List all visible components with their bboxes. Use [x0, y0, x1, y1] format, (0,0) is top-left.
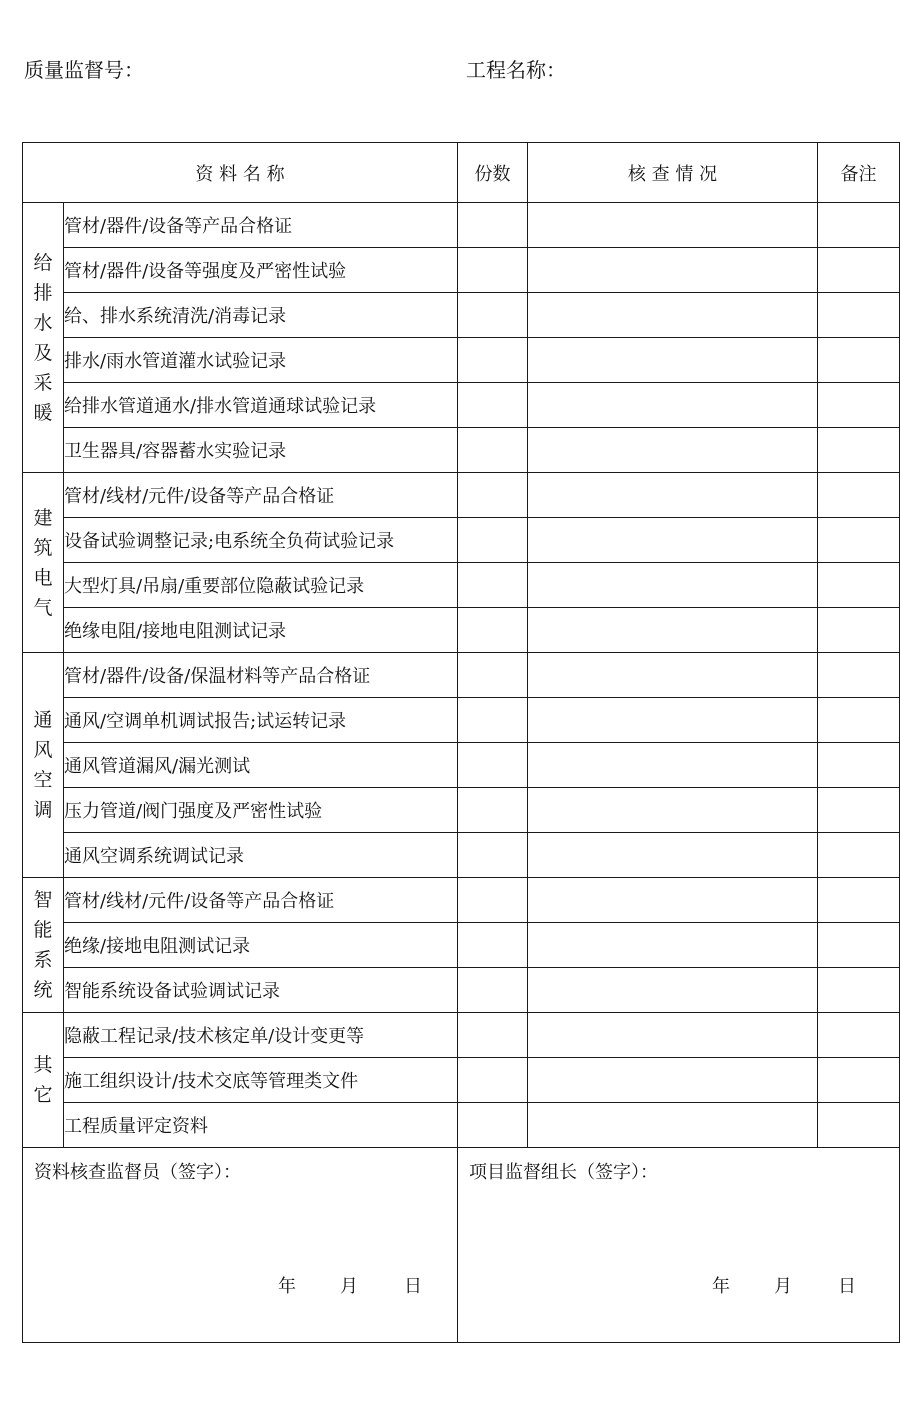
table-row — [23, 1013, 900, 1058]
category-cell — [23, 653, 64, 878]
column-header-copies: 份数 — [458, 143, 528, 203]
remarks-cell[interactable] — [818, 248, 900, 293]
remarks-cell[interactable] — [818, 563, 900, 608]
copies-cell[interactable] — [458, 968, 528, 1013]
copies-cell[interactable] — [458, 653, 528, 698]
material-name-cell: 管材/线材/元件/设备等产品合格证 — [64, 878, 458, 923]
reviewer-signature-label: 资料核查监督员（签字）： — [34, 1162, 241, 1183]
review-status-cell[interactable] — [528, 788, 818, 833]
copies-cell[interactable] — [458, 248, 528, 293]
table-row — [23, 248, 900, 293]
remarks-cell[interactable] — [818, 1058, 900, 1103]
review-status-cell[interactable] — [528, 248, 818, 293]
supervision-number-label: 质量监督号： — [24, 58, 144, 82]
table-row — [23, 293, 900, 338]
remarks-cell[interactable] — [818, 518, 900, 563]
table-row — [23, 653, 900, 698]
category-label: 其它 — [33, 1054, 53, 1106]
copies-cell[interactable] — [458, 293, 528, 338]
table-header-row — [23, 143, 900, 203]
copies-cell[interactable] — [458, 383, 528, 428]
table-row — [23, 428, 900, 473]
column-header-material-name: 资 料 名 称 — [23, 143, 458, 203]
remarks-cell[interactable] — [818, 293, 900, 338]
table-row — [23, 833, 900, 878]
reviewer-date-day: 日 — [404, 1276, 422, 1297]
copies-cell[interactable] — [458, 1103, 528, 1148]
material-name-cell: 管材/器件/设备等强度及严密性试验 — [64, 248, 458, 293]
table-row — [23, 473, 900, 518]
category-cell — [23, 1013, 64, 1148]
material-name-cell: 管材/线材/元件/设备等产品合格证 — [64, 473, 458, 518]
review-status-cell[interactable] — [528, 1013, 818, 1058]
copies-cell[interactable] — [458, 1058, 528, 1103]
copies-cell[interactable] — [458, 338, 528, 383]
review-status-cell[interactable] — [528, 698, 818, 743]
remarks-cell[interactable] — [818, 833, 900, 878]
review-status-cell[interactable] — [528, 1103, 818, 1148]
remarks-cell[interactable] — [818, 698, 900, 743]
category-label: 智能系统 — [33, 889, 53, 1001]
material-name-cell: 绝缘/接地电阻测试记录 — [64, 923, 458, 968]
table-row — [23, 1058, 900, 1103]
remarks-cell[interactable] — [818, 878, 900, 923]
leader-signature-cell[interactable] — [458, 1148, 900, 1343]
table-row — [23, 608, 900, 653]
table-row — [23, 1103, 900, 1148]
review-status-cell[interactable] — [528, 473, 818, 518]
material-name-cell: 绝缘电阻/接地电阻测试记录 — [64, 608, 458, 653]
category-cell — [23, 878, 64, 1013]
material-name-cell: 通风/空调单机调试报告;试运转记录 — [64, 698, 458, 743]
project-name-label: 工程名称： — [466, 58, 566, 82]
copies-cell[interactable] — [458, 473, 528, 518]
review-status-cell[interactable] — [528, 608, 818, 653]
material-name-cell: 设备试验调整记录;电系统全负荷试验记录 — [64, 518, 458, 563]
leader-date-month: 月 — [774, 1276, 793, 1297]
review-status-cell[interactable] — [528, 653, 818, 698]
remarks-cell[interactable] — [818, 608, 900, 653]
leader-date-day: 日 — [838, 1276, 857, 1297]
remarks-cell[interactable] — [818, 788, 900, 833]
remarks-cell[interactable] — [818, 653, 900, 698]
review-status-cell[interactable] — [528, 383, 818, 428]
copies-cell[interactable] — [458, 608, 528, 653]
remarks-cell[interactable] — [818, 743, 900, 788]
reviewer-date-year: 年 — [278, 1276, 296, 1297]
reviewer-date — [278, 1272, 422, 1298]
signature-row — [23, 1148, 900, 1343]
table-row — [23, 788, 900, 833]
table-row — [23, 923, 900, 968]
table-row — [23, 338, 900, 383]
material-name-cell: 卫生器具/容器蓄水实验记录 — [64, 428, 458, 473]
material-name-cell: 大型灯具/吊扇/重要部位隐蔽试验记录 — [64, 563, 458, 608]
material-name-cell: 工程质量评定资料 — [64, 1103, 458, 1148]
material-name-cell: 隐蔽工程记录/技术核定单/设计变更等 — [64, 1013, 458, 1058]
material-name-cell: 给、排水系统清洗/消毒记录 — [64, 293, 458, 338]
remarks-cell[interactable] — [818, 203, 900, 248]
table-row — [23, 563, 900, 608]
review-status-cell[interactable] — [528, 563, 818, 608]
remarks-cell[interactable] — [818, 473, 900, 518]
review-status-cell[interactable] — [528, 338, 818, 383]
review-status-cell[interactable] — [528, 428, 818, 473]
review-status-cell[interactable] — [528, 293, 818, 338]
copies-cell[interactable] — [458, 518, 528, 563]
category-label: 建筑电气 — [33, 506, 53, 619]
column-header-review-status: 核 查 情 况 — [528, 143, 818, 203]
material-review-table — [22, 142, 900, 1343]
material-name-cell: 排水/雨水管道灌水试验记录 — [64, 338, 458, 383]
table-row — [23, 743, 900, 788]
remarks-cell[interactable] — [818, 1013, 900, 1058]
review-status-cell[interactable] — [528, 968, 818, 1013]
category-label: 通风空调 — [33, 709, 53, 821]
material-name-cell: 管材/器件/设备等产品合格证 — [64, 203, 458, 248]
remarks-cell[interactable] — [818, 968, 900, 1013]
table-row — [23, 698, 900, 743]
table-row — [23, 878, 900, 923]
copies-cell[interactable] — [458, 833, 528, 878]
copies-cell[interactable] — [458, 428, 528, 473]
material-name-cell: 管材/器件/设备/保温材料等产品合格证 — [64, 653, 458, 698]
material-name-cell: 压力管道/阀门强度及严密性试验 — [64, 788, 458, 833]
copies-cell[interactable] — [458, 923, 528, 968]
copies-cell[interactable] — [458, 203, 528, 248]
reviewer-signature-cell[interactable] — [23, 1148, 458, 1343]
column-header-remarks: 备注 — [818, 143, 900, 203]
review-status-cell[interactable] — [528, 878, 818, 923]
copies-cell[interactable] — [458, 743, 528, 788]
review-status-cell[interactable] — [528, 833, 818, 878]
copies-cell[interactable] — [458, 788, 528, 833]
remarks-cell[interactable] — [818, 428, 900, 473]
material-name-cell: 通风空调系统调试记录 — [64, 833, 458, 878]
review-status-cell[interactable] — [528, 923, 818, 968]
copies-cell[interactable] — [458, 698, 528, 743]
category-cell — [23, 203, 64, 473]
reviewer-date-month: 月 — [340, 1276, 358, 1297]
leader-date — [712, 1272, 856, 1298]
leader-date-year: 年 — [712, 1276, 731, 1297]
review-status-cell[interactable] — [528, 203, 818, 248]
review-status-cell[interactable] — [528, 1058, 818, 1103]
leader-signature-label: 项目监督组长（签字）： — [469, 1162, 659, 1183]
copies-cell[interactable] — [458, 1013, 528, 1058]
review-status-cell[interactable] — [528, 743, 818, 788]
table-row — [23, 203, 900, 248]
table-row — [23, 968, 900, 1013]
category-label: 给排水及采暖 — [33, 251, 53, 424]
copies-cell[interactable] — [458, 878, 528, 923]
table-row — [23, 383, 900, 428]
remarks-cell[interactable] — [818, 1103, 900, 1148]
remarks-cell[interactable] — [818, 383, 900, 428]
material-name-cell: 施工组织设计/技术交底等管理类文件 — [64, 1058, 458, 1103]
copies-cell[interactable] — [458, 563, 528, 608]
remarks-cell[interactable] — [818, 923, 900, 968]
material-name-cell: 通风管道漏风/漏光测试 — [64, 743, 458, 788]
table-row — [23, 518, 900, 563]
remarks-cell[interactable] — [818, 338, 900, 383]
review-status-cell[interactable] — [528, 518, 818, 563]
material-name-cell: 智能系统设备试验调试记录 — [64, 968, 458, 1013]
category-cell — [23, 473, 64, 653]
material-name-cell: 给排水管道通水/排水管道通球试验记录 — [64, 383, 458, 428]
